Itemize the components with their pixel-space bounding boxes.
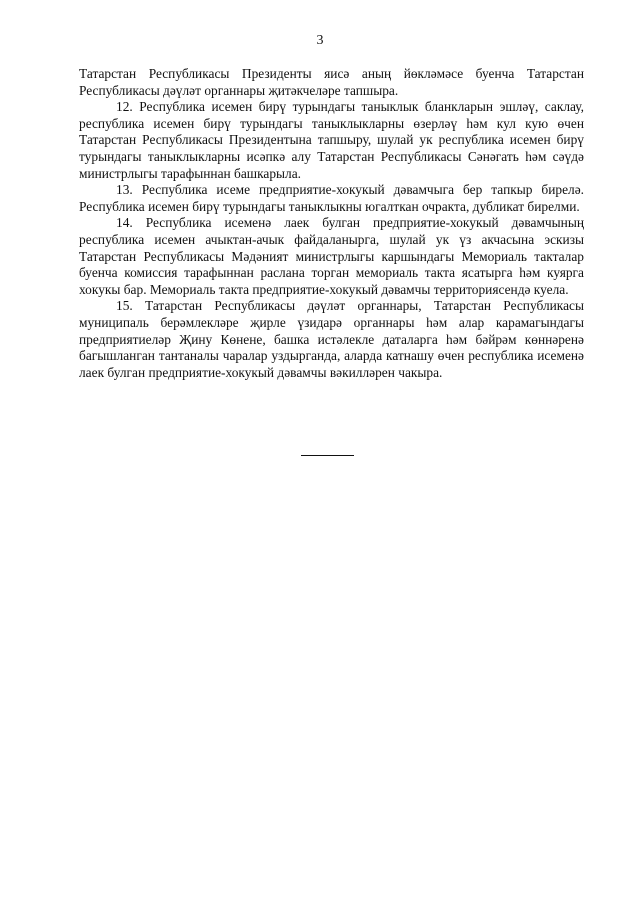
- paragraph-14: 14. Республика исеменә лаек булган предприятие-хокукый дәвамчының республика исемен ачыктан-ачык файдаланырга, шулай ук үз акчасына эскизы Татарстан Республикасы Мәдәният министрлыгы каршындагы Мемориаль такталар буенча комиссия тарафыннан раслана торган мемориаль такта ясатырга һәм куярга хокукы бар. Мемориаль такта предприятие-хокукый дәвамчы территориясендә куела.: [79, 215, 584, 297]
- page-number: 3: [316, 33, 324, 48]
- paragraph-13: 13. Республика исеме предприятие-хокукый дәвамчыга бер тапкыр бирелә. Республика исемен бирү турындагы таныклыкны югалткан очракта, дубликат бирелми.: [79, 182, 584, 214]
- paragraph-12: 12. Республика исемен бирү турындагы таныклык бланкларын эшләү, саклау, республика исемен бирү турындагы таныклыкларны өзерләү һәм кул кую өчен Татарстан Республикасы Президентына тапшыру, шулай ук республика исемен бирү турындагы таныклыкларны исәпкә алу Татарстан Республикасы Сәнәгать һәм сәүдә министрлыгы тарафыннан башкарыла.: [79, 99, 584, 181]
- end-of-document-rule: [301, 455, 354, 456]
- paragraph-continuation: Татарстан Республикасы Президенты яисә аның йөкләмәсе буенча Татарстан Республикасы дәүләт органнары җитәкчеләре тапшыра.: [79, 66, 584, 98]
- paragraph-15: 15. Татарстан Республикасы дәүләт органнары, Татарстан Республикасы муниципаль берәмлекләре җирле үзидарә органнары һәм алар карамагындагы предприятиеләр Җину Көнене, башка истәлекле даталарга һәм бәйрәм көннәренә багышланган тантаналы чаралар уздырганда, аларда катнашу өчен республика исеменә лаек булган предприятие-хокукый дәвамчы вәкилләрен чакыра.: [79, 298, 584, 380]
- document-body: [79, 66, 584, 381]
